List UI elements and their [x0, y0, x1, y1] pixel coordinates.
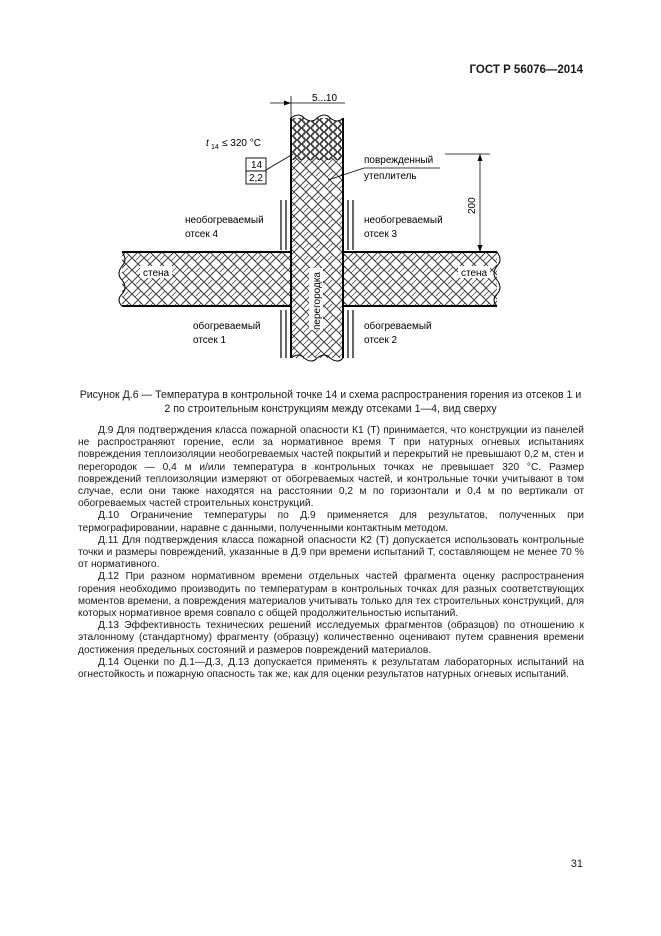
partition-label: перегородка — [312, 272, 323, 330]
paragraph-d9: Д.9 Для подтверждения класса пожарной опасности К1 (Т) принимается, что конструкции из панелей не распространяют горение, если за нормативное время Т при натурных огневых испытаниях повреждения теплоизоляции необогреваемых частей покрытий и перекрытий не превышают 0,2 м, стен и перегородок — 0,4 м и/или температура в контрольных точках не превышает 320 °С. Размер повреждений теплоизоляции измеряют от обогреваемых частей, и контрольные точки учитывают в том случае, если они также находятся на расстоянии 0,2 м по горизонтали и 0,4 м по вертикали от обогреваемых частей строительных конструкций. — [78, 425, 584, 510]
document-body — [78, 425, 584, 681]
zone-4-label-1: необогреваемый — [185, 215, 264, 226]
zone-2-label-2: отсек 2 — [364, 335, 398, 346]
paragraph-d11: Д.11 Для подтверждения класса пожарной опасности К2 (Т) допускается использовать контрольные точки и размеры повреждений, указанные в Д.9 при времени испытаний Т, составляющем не менее 70 % от нормативного. — [78, 534, 584, 571]
caption-line-1: Рисунок Д.6 — Температура в контрольной точке 14 и схема распространения горения из отсеков 1 и — [79, 389, 582, 401]
damaged-label-1: поврежденный — [364, 155, 434, 166]
wall-label-left: стена — [143, 268, 170, 279]
dim-top-label: 5...10 — [312, 93, 338, 104]
zone-3-label-1: необогреваемый — [364, 215, 443, 226]
zone-1-label-2: отсек 1 — [193, 335, 227, 346]
paragraph-d10: Д.10 Ограничение температуры по Д.9 применяется для результатов, полученных при термографировании, наравне с данными, полученными контактным методом. — [78, 510, 584, 534]
damaged-insulation-callout — [328, 155, 440, 182]
zone-3-label-2: отсек 3 — [364, 229, 398, 240]
paragraph-d14: Д.14 Оценки по Д.1—Д.3, Д.13 допускается применять к результатам лабораторных испытаний на огнестойкость и пожарную опасность так же, как для оценки результатов натурных огневых испытаний. — [78, 656, 584, 681]
dimension-top — [270, 93, 345, 118]
document-header: ГОСТ Р 56076—2014 — [469, 64, 583, 76]
caption-line-2: 2 по строительным конструкциям между отсеками 1—4, вид сверху — [164, 403, 497, 415]
control-point-14 — [206, 138, 293, 184]
zone-4-label-2: отсек 4 — [185, 229, 219, 240]
page-number: 31 — [570, 858, 583, 870]
zone-1-label-1: обогреваемый — [193, 321, 261, 332]
point-depth: 2,2 — [249, 173, 263, 184]
paragraph-d12: Д.12 При разном нормативном времени отдельных частей фрагмента оценку распространения горения необходимо производить по температурам в контрольных точках для разных соответствующих моментов времени, а повреждения материалов учитывать только для тех строительных конструкций, для которых нормативное время совпало с общей продолжительностью испытаний. — [78, 571, 584, 620]
t-subscript: 14 — [211, 144, 219, 151]
t-label: t — [206, 138, 209, 149]
paragraph-d13: Д.13 Эффективность технических решений исследуемых фрагментов (образцов) по отношению к эталонному (стандартному) фрагменту (образцу) количественно оценивают путем сравнения времени достижения предельных состояний и размеров повреждений материалов. — [78, 620, 584, 656]
damaged-label-2: утеплитель — [364, 171, 417, 182]
point-number: 14 — [251, 160, 263, 171]
dim-side-label: 200 — [467, 197, 478, 214]
figure-d6 — [0, 0, 661, 380]
wall-label-right: стена — [461, 268, 488, 279]
t-condition: ≤ 320 °C — [222, 138, 261, 149]
figure-d6-diagram — [0, 0, 661, 380]
figure-caption — [60, 388, 601, 416]
dimension-side — [445, 154, 490, 252]
zone-2-label-1: обогреваемый — [364, 321, 432, 332]
